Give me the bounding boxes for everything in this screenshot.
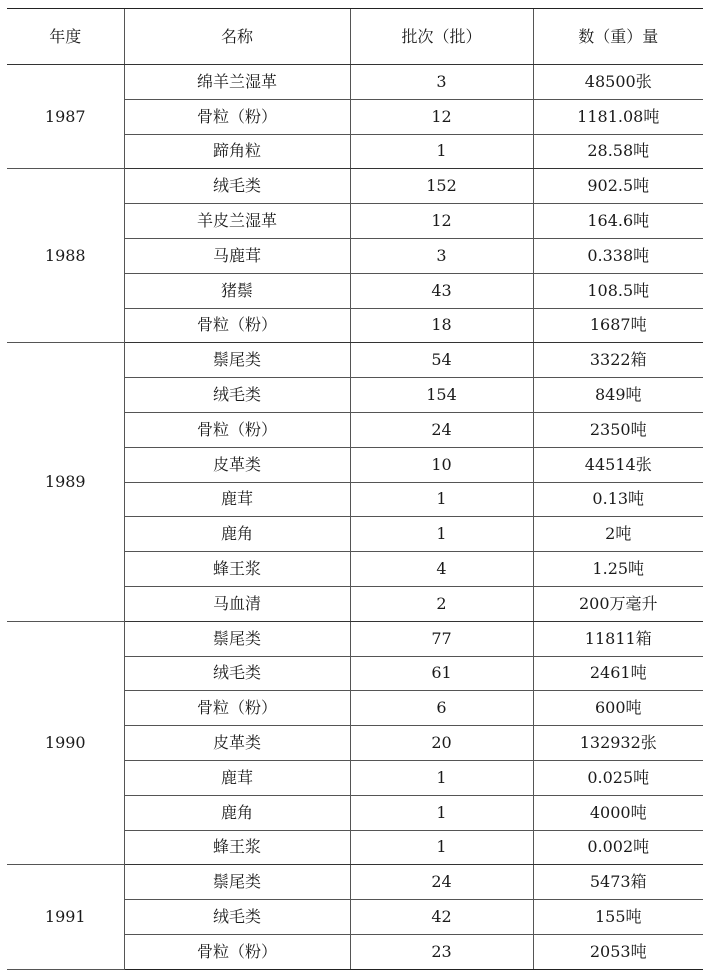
table-header (7, 9, 703, 65)
quantity-cell: 44514张 (533, 447, 703, 482)
batches-cell: 1 (350, 482, 533, 517)
batches-cell: 1 (350, 795, 533, 830)
table-row (7, 621, 703, 656)
name-cell: 马鹿茸 (124, 238, 350, 273)
table-row (7, 169, 703, 204)
quantity-cell: 0.338吨 (533, 238, 703, 273)
batches-cell: 1 (350, 517, 533, 552)
quantity-cell: 155吨 (533, 900, 703, 935)
batches-cell: 42 (350, 900, 533, 935)
header-quantity: 数（重）量 (533, 9, 703, 65)
batches-cell: 43 (350, 273, 533, 308)
name-cell: 骨粒（粉） (124, 308, 350, 343)
quantity-cell: 2350吨 (533, 412, 703, 447)
header-batches: 批次（批） (350, 9, 533, 65)
name-cell: 绵羊兰湿革 (124, 65, 350, 100)
name-cell: 鹿茸 (124, 760, 350, 795)
batches-cell: 12 (350, 204, 533, 239)
quantity-cell: 0.025吨 (533, 760, 703, 795)
quantity-cell: 2053吨 (533, 934, 703, 969)
name-cell: 皮革类 (124, 447, 350, 482)
name-cell: 鬃尾类 (124, 343, 350, 378)
quantity-cell: 48500张 (533, 65, 703, 100)
quantity-cell: 902.5吨 (533, 169, 703, 204)
name-cell: 绒毛类 (124, 656, 350, 691)
name-cell: 鹿角 (124, 795, 350, 830)
table-row (7, 865, 703, 900)
year-cell: 1988 (7, 169, 124, 343)
quantity-cell: 1181.08吨 (533, 99, 703, 134)
table-row (7, 343, 703, 378)
batches-cell: 152 (350, 169, 533, 204)
quantity-cell: 11811箱 (533, 621, 703, 656)
quantity-cell: 28.58吨 (533, 134, 703, 169)
batches-cell: 1 (350, 760, 533, 795)
quantity-cell: 2吨 (533, 517, 703, 552)
name-cell: 鹿角 (124, 517, 350, 552)
quantity-cell: 849吨 (533, 378, 703, 413)
header-name: 名称 (124, 9, 350, 65)
quantity-cell: 164.6吨 (533, 204, 703, 239)
batches-cell: 23 (350, 934, 533, 969)
name-cell: 骨粒（粉） (124, 99, 350, 134)
name-cell: 绒毛类 (124, 900, 350, 935)
table-body (7, 65, 703, 970)
quantity-cell: 3322箱 (533, 343, 703, 378)
batches-cell: 3 (350, 65, 533, 100)
name-cell: 骨粒（粉） (124, 412, 350, 447)
quantity-cell: 1.25吨 (533, 552, 703, 587)
name-cell: 绒毛类 (124, 169, 350, 204)
quantity-cell: 200万毫升 (533, 586, 703, 621)
data-table (7, 8, 703, 970)
batches-cell: 24 (350, 865, 533, 900)
name-cell: 骨粒（粉） (124, 934, 350, 969)
batches-cell: 6 (350, 691, 533, 726)
name-cell: 蹄角粒 (124, 134, 350, 169)
batches-cell: 77 (350, 621, 533, 656)
batches-cell: 24 (350, 412, 533, 447)
quantity-cell: 132932张 (533, 726, 703, 761)
name-cell: 蜂王浆 (124, 830, 350, 865)
quantity-cell: 5473箱 (533, 865, 703, 900)
batches-cell: 54 (350, 343, 533, 378)
name-cell: 猪鬃 (124, 273, 350, 308)
table-row (7, 65, 703, 100)
name-cell: 蜂王浆 (124, 552, 350, 587)
batches-cell: 3 (350, 238, 533, 273)
quantity-cell: 108.5吨 (533, 273, 703, 308)
quantity-cell: 0.13吨 (533, 482, 703, 517)
batches-cell: 61 (350, 656, 533, 691)
header-year: 年度 (7, 9, 124, 65)
quantity-cell: 2461吨 (533, 656, 703, 691)
name-cell: 羊皮兰湿革 (124, 204, 350, 239)
quantity-cell: 0.002吨 (533, 830, 703, 865)
name-cell: 皮革类 (124, 726, 350, 761)
year-cell: 1989 (7, 343, 124, 621)
name-cell: 鹿茸 (124, 482, 350, 517)
quantity-cell: 600吨 (533, 691, 703, 726)
quantity-cell: 4000吨 (533, 795, 703, 830)
batches-cell: 20 (350, 726, 533, 761)
header-row (7, 9, 703, 65)
year-cell: 1991 (7, 865, 124, 969)
name-cell: 鬃尾类 (124, 865, 350, 900)
name-cell: 绒毛类 (124, 378, 350, 413)
batches-cell: 18 (350, 308, 533, 343)
batches-cell: 154 (350, 378, 533, 413)
batches-cell: 2 (350, 586, 533, 621)
batches-cell: 4 (350, 552, 533, 587)
batches-cell: 12 (350, 99, 533, 134)
batches-cell: 1 (350, 134, 533, 169)
name-cell: 骨粒（粉） (124, 691, 350, 726)
year-cell: 1990 (7, 621, 124, 865)
name-cell: 马血清 (124, 586, 350, 621)
quantity-cell: 1687吨 (533, 308, 703, 343)
batches-cell: 10 (350, 447, 533, 482)
batches-cell: 1 (350, 830, 533, 865)
name-cell: 鬃尾类 (124, 621, 350, 656)
year-cell: 1987 (7, 65, 124, 169)
